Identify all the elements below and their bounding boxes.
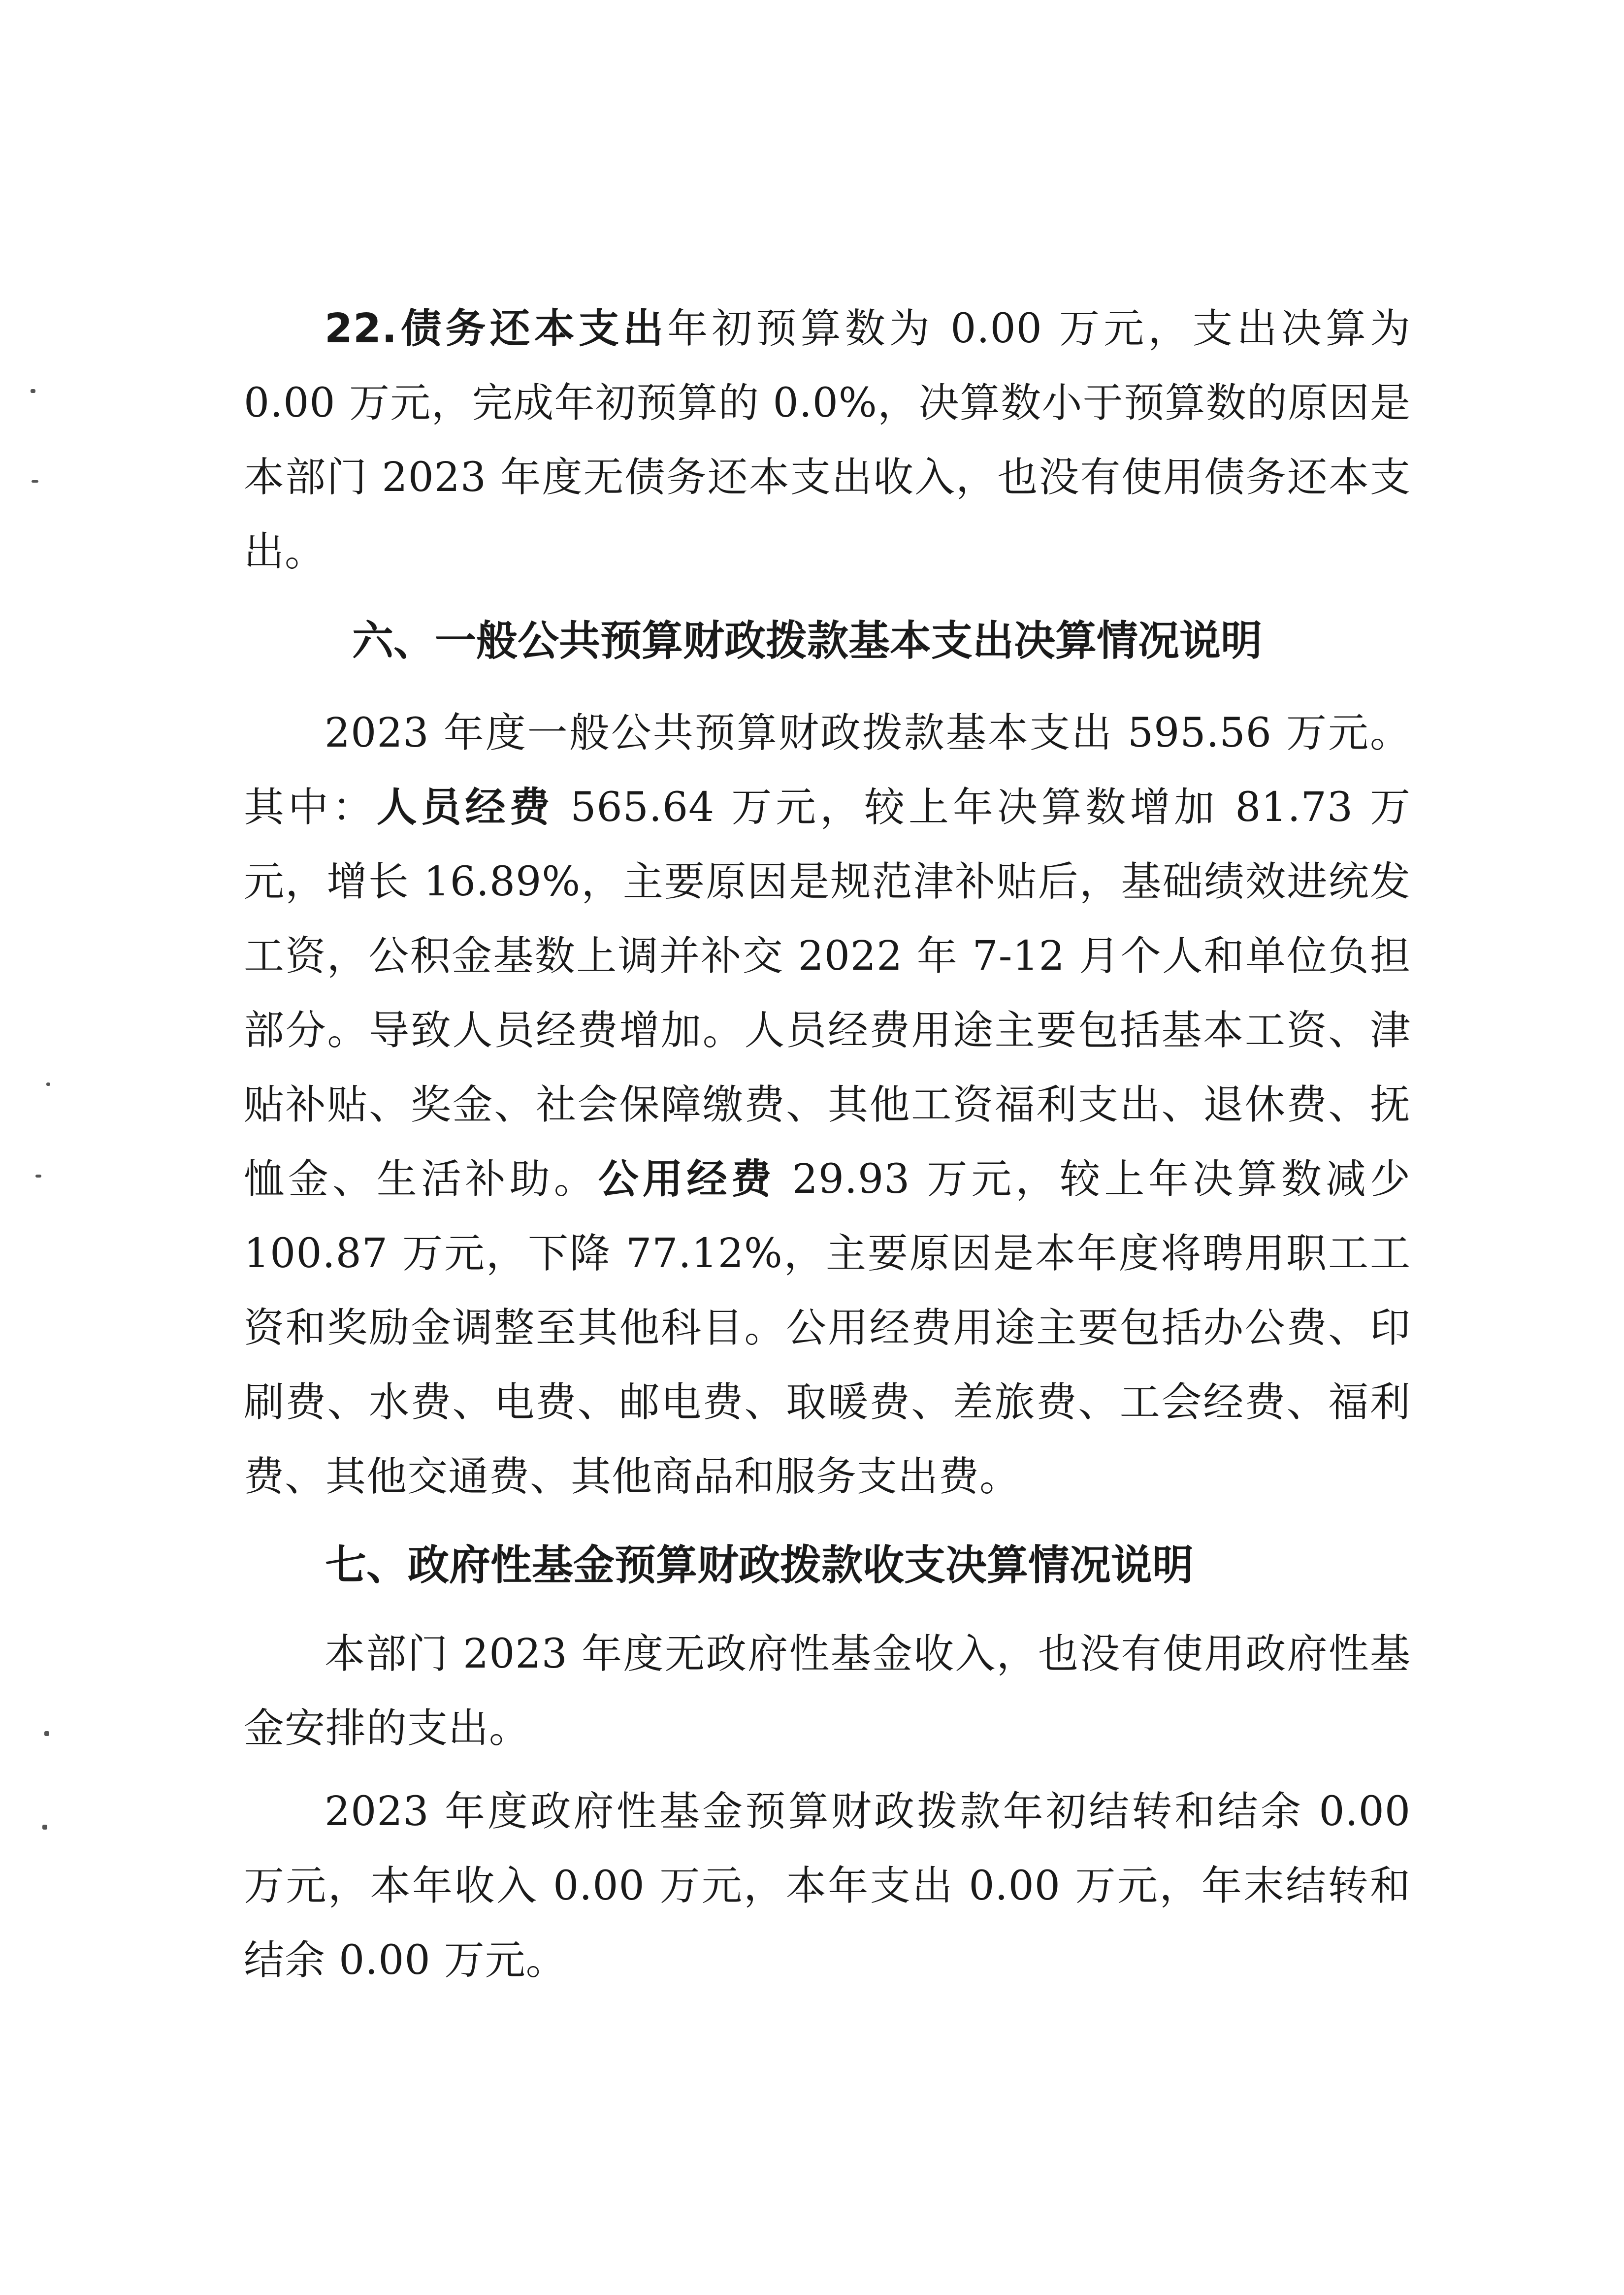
section-7-p1: 本部门 2023 年度无政府性基金收入，也没有使用政府性基金安排的支出。 <box>244 1631 1411 1752</box>
scan-mark <box>42 1825 47 1830</box>
section-6-heading <box>352 604 1519 678</box>
section-7-paragraph-2 <box>244 1774 1411 1998</box>
scan-mark <box>44 1731 49 1736</box>
scan-mark <box>35 1175 41 1178</box>
scan-mark <box>31 389 35 393</box>
section-22-text: 年初预算数为 0.00 万元，支出决算为 0.00 万元，完成年初预算的 0.0%，决算数小于预算数的原因是本部门 2023 年度无债务还本支出收入，也没有使用债务还本支出。 <box>244 305 1411 575</box>
scan-mark <box>46 1082 50 1086</box>
section-6-p1: 2023 年度一般公共预算财政拨款基本支出 595.56 万元。其中： <box>244 710 1411 831</box>
section-22-title: 22.债务还本支出 <box>325 305 668 352</box>
section-7-heading <box>325 1528 1492 1603</box>
section-6-paragraph <box>244 696 1411 1514</box>
public-expenses-label: 公用经费 <box>598 1156 776 1203</box>
section-6-heading-text: 六、一般公共预算财政拨款基本支出决算情况说明 <box>352 617 1263 665</box>
section-22-paragraph <box>244 292 1411 589</box>
scan-mark <box>32 480 38 483</box>
section-6-p2: 565.64 万元，较上年决算数增加 81.73 万元，增长 16.89%，主要原因是规范津补贴后，基础绩效进统发工资，公积金基数上调并补交 2022 年 7-12 月个人和单位负担部分。导致人员经费增加。人员经费用途主要包括基本工资、津贴补贴、奖金、社会保障缴费、其他工资福利支出、退休费、抚恤金、生活补助。 <box>244 784 1411 1203</box>
section-7-p2: 2023 年度政府性基金预算财政拨款年初结转和结余 0.00 万元，本年收入 0.00 万元，本年支出 0.00 万元，年末结转和结余 0.00 万元。 <box>244 1788 1411 1984</box>
personnel-expenses-label: 人员经费 <box>376 784 554 831</box>
section-6-p3: 29.93 万元，较上年决算数减少 100.87 万元，下降 77.12%，主要原因是本年度将聘用职工工资和奖励金调整至其他科目。公用经费用途主要包括办公费、印刷费、水费、电费、邮电费、取暖费、差旅费、工会经费、福利费、其他交通费、其他商品和服务支出费。 <box>244 1156 1411 1500</box>
section-7-heading-text: 七、政府性基金预算财政拨款收支决算情况说明 <box>325 1541 1194 1589</box>
section-7-paragraph-1 <box>244 1617 1411 1766</box>
